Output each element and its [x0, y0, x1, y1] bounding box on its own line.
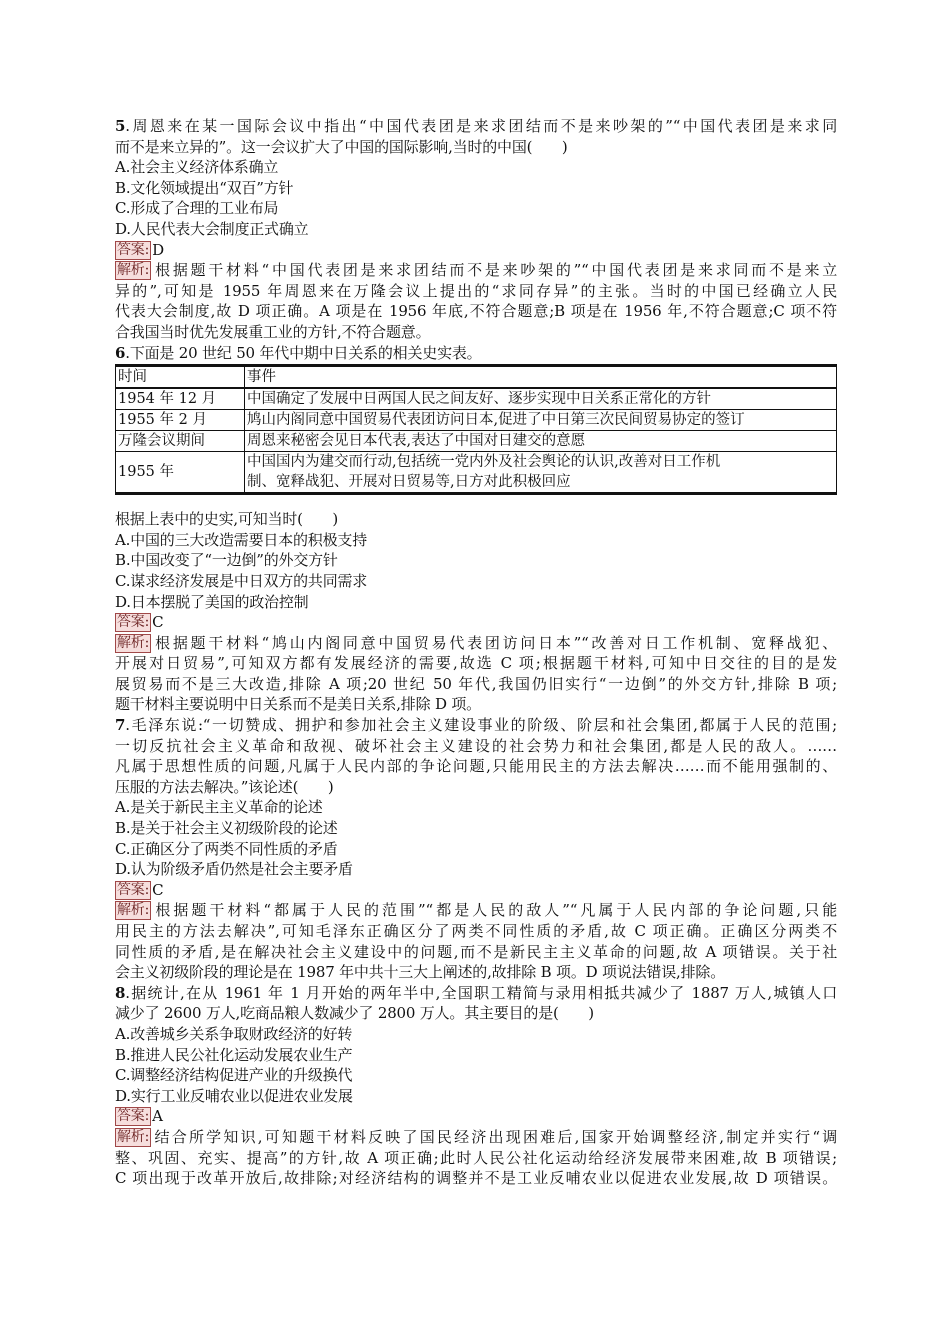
option-b: B.文化领域提出“双百”方针	[115, 178, 294, 197]
column-header-time: 时间	[116, 366, 245, 389]
question-6	[115, 343, 837, 716]
answer-tag: 答案:	[117, 881, 150, 898]
answer-line	[115, 612, 837, 633]
analysis-line: 同性质的矛盾,是在解决社会主义建设中的问题,而不是新民主主义革命的问题,故 A 项错误。关于社	[115, 942, 837, 961]
table-row	[116, 452, 837, 494]
analysis-line: 解析: 结合所学知识,可知题干材料反映了国民经济出现困难后,国家开始调整经济,制定并实行“调	[117, 1127, 837, 1146]
question-stem: 8.据统计,在从 1961 年 1 月开始的两年半中,全国职工精简与录用相抵共减少了 1887 万人,城镇人口	[115, 983, 837, 1002]
question-stem: 而不是来立异的”。这一会议扩大了中国的国际影响,当时的中国( )	[115, 137, 568, 156]
analysis-line: 解析: 根据题干材料“鸠山内阁同意中国贸易代表团访问日本”“改善对日工作机制、宽释战犯、	[117, 633, 837, 652]
answer-line	[115, 880, 837, 901]
question-stem: 5.周恩来在某一国际会议中指出“中国代表团是来求团结而不是来吵架的”“中国代表团是来求同	[115, 117, 837, 135]
table-row	[116, 388, 837, 410]
analysis-line: 异的”,可知是 1955 年周恩来在万隆会议上提出的“求同存异”的主张。当时的中国已经确立人民	[115, 281, 837, 300]
option-a: A.改善城乡关系争取财政经济的好转	[115, 1024, 353, 1043]
question-stem: 压服的方法去解决。”该论述( )	[115, 777, 334, 796]
question-number: 5	[115, 117, 126, 135]
analysis-line: 用民主的方法去解决”,可知毛泽东正确区分了两类不同性质的矛盾,故 C 项正确。正确区分两类不	[115, 922, 837, 940]
cell-event: 中国确定了发展中日两国人民之间友好、逐步实现中日关系正常化的方针	[245, 388, 837, 410]
answer-tag: 答案:	[117, 241, 150, 258]
cell-time: 万隆会议期间	[116, 431, 245, 452]
answer-value: C	[152, 613, 164, 632]
cell-event: 周恩来秘密会见日本代表,表达了中国对日建交的意愿	[245, 431, 837, 452]
option-d: D.人民代表大会制度正式确立	[115, 219, 309, 238]
cell-event: 中国国内为建交而行动,包括统一党内外及社会舆论的认识,改善对日工作机 制、宽释战犯、开展对日贸易等,日方对此积极回应	[245, 452, 837, 494]
answer-value: D	[152, 240, 164, 259]
analysis-line: 解析: 根据题干材料“中国代表团是来求团结而不是来吵架的”“中国代表团是来求同而不是来立	[117, 261, 837, 280]
answer-tag: 答案:	[117, 614, 150, 631]
question-number: 6	[115, 343, 126, 362]
question-number: 7	[115, 716, 126, 735]
question-prompt: 根据上表中的史实,可知当时( )	[115, 510, 339, 529]
analysis-line: 会主义初级阶段的理论是在 1987 年中共十三大上阐述的,故排除 B 项。D 项说法错误,排除。	[115, 963, 726, 982]
table-row	[116, 431, 837, 452]
answer-value: C	[152, 880, 164, 899]
analysis-line: C 项出现于改革开放后,故排除;对经济结构的调整并不是工业反哺农业以促进农业发展,故 D 项错误。	[115, 1169, 837, 1188]
option-c: C.正确区分了两类不同性质的矛盾	[115, 839, 338, 858]
column-header-event: 事件	[245, 366, 837, 389]
cell-time: 1955 年	[116, 452, 245, 494]
answer-line	[115, 240, 837, 261]
analysis-line: 展贸易而不是三大改造,排除 A 项;20 世纪 50 年代,我国仍旧实行“一边倒”的外交方针,排除 B 项;	[115, 674, 837, 693]
document-page	[115, 116, 837, 1189]
question-stem: 减少了 2600 万人,吃商品粮人数减少了 2800 万人。其主要目的是( )	[115, 1004, 594, 1023]
option-c: C.谋求经济发展是中日双方的共同需求	[115, 571, 368, 590]
analysis-tag: 解析:	[117, 634, 150, 651]
answer-line	[115, 1106, 837, 1127]
question-stem: 6.下面是 20 世纪 50 年代中期中日关系的相关史实表。	[115, 343, 482, 362]
option-c: C.调整经济结构促进产业的升级换代	[115, 1066, 353, 1085]
analysis-tag: 解析:	[117, 262, 150, 279]
option-b: B.推进人民公社化运动发展农业生产	[115, 1045, 353, 1064]
question-stem: 7.毛泽东说:“一切赞成、拥护和参加社会主义建设事业的阶级、阶层和社会集团,都属于人民的范围;	[115, 716, 837, 735]
answer-tag: 答案:	[117, 1108, 150, 1125]
option-a: A.是关于新民主主义革命的论述	[115, 798, 323, 817]
option-d: D.实行工业反哺农业以促进农业发展	[115, 1086, 353, 1105]
question-stem: 凡属于思想性质的问题,凡属于人民内部的争论问题,只能用民主的方法去解决……而不能用强制的、	[115, 757, 837, 776]
analysis-line: 合我国当时优先发展重工业的方针,不符合题意。	[115, 322, 431, 341]
question-number: 8	[115, 983, 126, 1002]
analysis-line: 题干材料主要说明中日关系而不是美日关系,排除 D 项。	[115, 695, 481, 714]
analysis-line: 整、巩固、充实、提高”的方针,故 A 项正确;此时人民公社化运动给经济发展带来困难,故 B 项错误;	[115, 1148, 837, 1167]
option-a: A.社会主义经济体系确立	[115, 158, 279, 177]
cell-time: 1955 年 2 月	[116, 410, 245, 431]
question-8	[115, 983, 837, 1189]
answer-value: A	[152, 1107, 163, 1126]
option-a: A.中国的三大改造需要日本的积极支持	[115, 530, 368, 549]
option-b: B.是关于社会主义初级阶段的论述	[115, 819, 338, 838]
question-7	[115, 715, 837, 983]
option-d: D.日本摆脱了美国的政治控制	[115, 592, 309, 611]
option-b: B.中国改变了“一边倒”的外交方针	[115, 551, 338, 570]
analysis-line: 开展对日贸易”,可知双方都有发展经济的需要,故选 C 项;根据题干材料,可知中日交往的目的是发	[115, 654, 837, 673]
table-row	[116, 410, 837, 431]
option-c: C.形成了合理的工业布局	[115, 199, 279, 218]
analysis-tag: 解析:	[117, 1128, 150, 1145]
analysis-tag: 解析:	[117, 902, 150, 919]
analysis-line: 解析: 根据题干材料“都属于人民的范围”“都是人民的敌人”“凡属于人民内部的争论问题,只能	[117, 901, 837, 920]
table-header-row	[116, 366, 837, 389]
option-d: D.认为阶级矛盾仍然是社会主要矛盾	[115, 860, 353, 879]
cell-time: 1954 年 12 月	[116, 388, 245, 410]
analysis-line: 代表大会制度,故 D 项正确。A 项是在 1956 年底,不符合题意;B 项是在 1956 年,不符合题意;C 项不符	[115, 302, 837, 321]
history-facts-table	[115, 364, 837, 495]
question-5	[115, 116, 837, 343]
cell-event: 鸠山内阁同意中国贸易代表团访问日本,促进了中日第三次民间贸易协定的签订	[245, 410, 837, 431]
question-stem: 一切反抗社会主义革命和敌视、破坏社会主义建设的社会势力和社会集团,都是人民的敌人。……	[115, 736, 837, 755]
